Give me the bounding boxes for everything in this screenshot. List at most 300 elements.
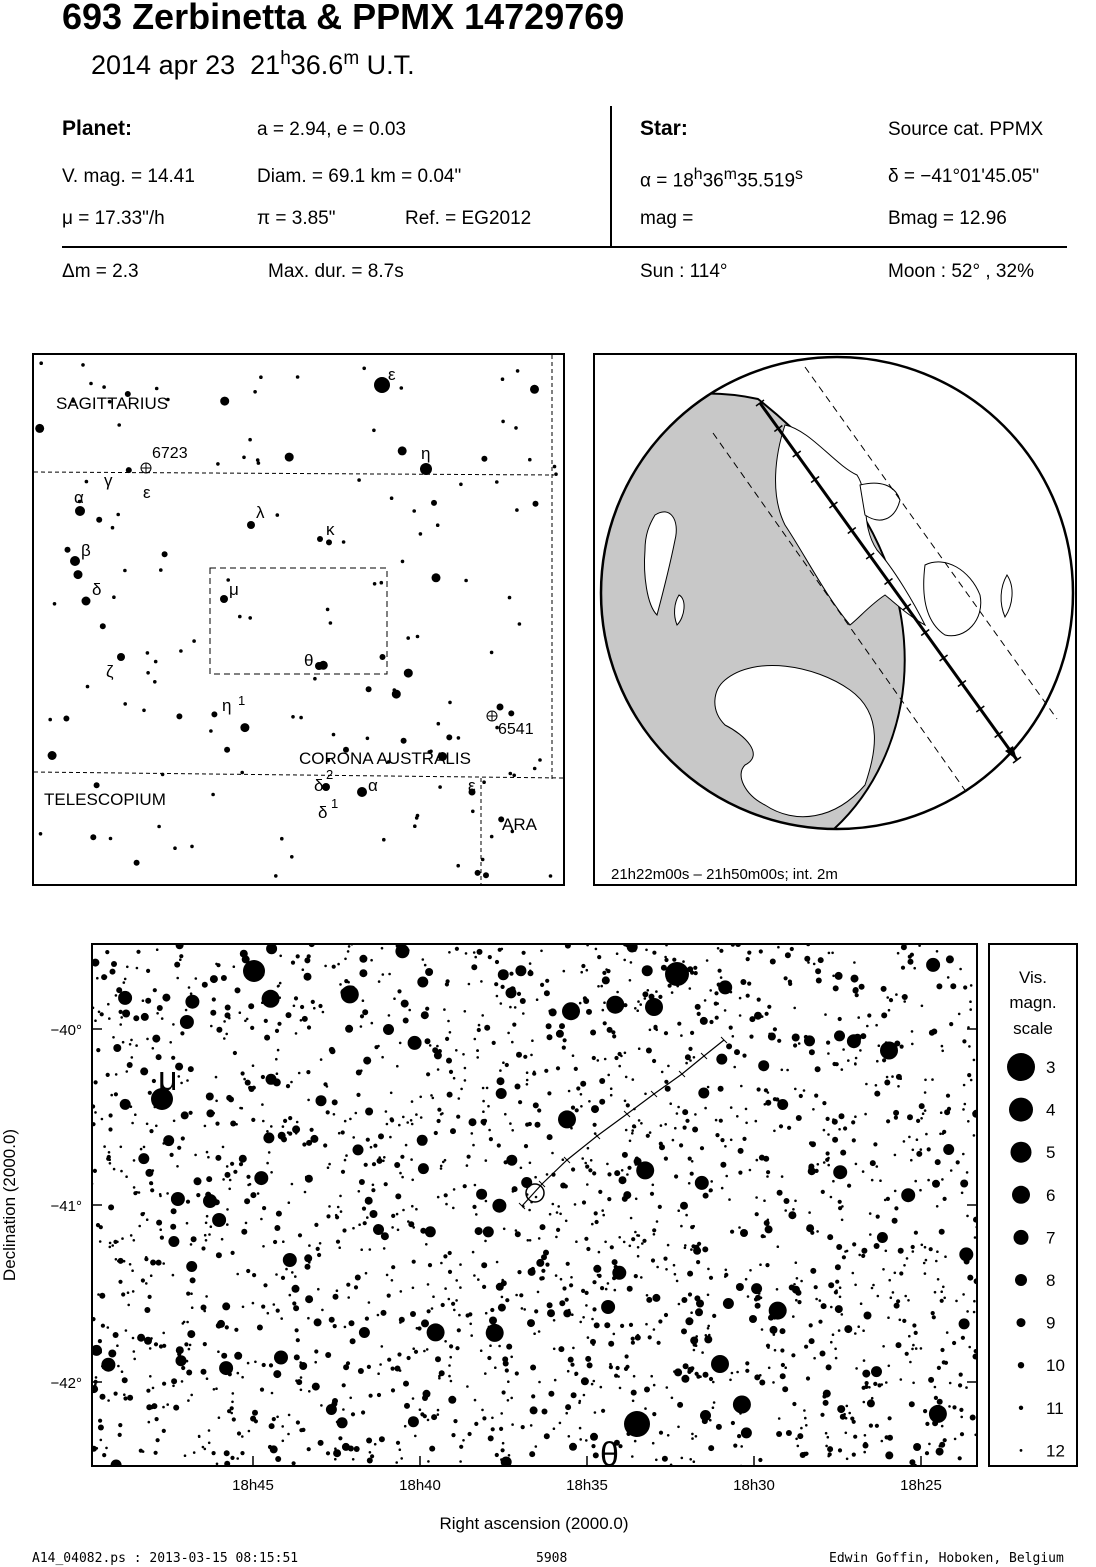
field-star (873, 1382, 877, 1386)
field-star (455, 1299, 458, 1302)
field-star (863, 1443, 869, 1449)
field-star (365, 1108, 373, 1116)
field-star (337, 1206, 340, 1209)
field-star (590, 1159, 593, 1162)
field-star (188, 1066, 194, 1072)
field-star (162, 1406, 165, 1409)
finder-star (471, 810, 475, 814)
finder-star (48, 751, 57, 760)
scale-title: scale (1013, 1019, 1053, 1038)
field-star (359, 1327, 370, 1338)
field-star (336, 1240, 340, 1244)
field-star (882, 1268, 885, 1271)
field-star (674, 1174, 678, 1178)
field-star (408, 1009, 411, 1012)
field-star (501, 1279, 504, 1282)
field-star (952, 1405, 956, 1409)
field-star (101, 974, 107, 980)
finder-star (401, 560, 405, 564)
scale-dot (1018, 1362, 1024, 1368)
field-star (180, 1015, 194, 1029)
field-star (448, 1375, 451, 1378)
field-star (729, 1379, 732, 1382)
field-star (264, 1019, 268, 1023)
field-star (154, 1451, 158, 1455)
field-star (431, 1307, 434, 1310)
field-star (254, 1361, 257, 1364)
field-star (768, 1367, 771, 1370)
field-star (194, 1177, 202, 1185)
field-star (231, 1401, 234, 1404)
field-star (498, 948, 502, 952)
finder-star (256, 458, 260, 462)
field-star (146, 969, 150, 973)
finder-star (48, 718, 52, 722)
finder-star (173, 846, 177, 850)
field-star (865, 1083, 868, 1086)
field-star (767, 1346, 770, 1349)
field-star (645, 1323, 648, 1326)
field-star (152, 1387, 155, 1390)
field-star (597, 985, 600, 988)
field-star (700, 1017, 708, 1025)
field-star (129, 1043, 132, 1046)
finder-star (290, 855, 294, 859)
field-star (462, 1053, 465, 1056)
field-star (163, 1135, 174, 1146)
field-star (677, 1426, 680, 1429)
field-star (522, 951, 526, 955)
field-star (834, 1030, 845, 1041)
field-star (897, 1085, 900, 1088)
field-star (539, 1276, 543, 1280)
field-star (627, 1286, 633, 1292)
finder-star (112, 595, 116, 599)
field-star (903, 1000, 906, 1003)
field-star (410, 1119, 413, 1122)
finder-star (533, 501, 539, 507)
field-star (581, 1377, 589, 1385)
field-star (894, 1206, 898, 1210)
field-star (267, 1312, 270, 1315)
field-star (517, 992, 521, 996)
field-star (225, 1005, 231, 1011)
field-star (568, 1309, 571, 1312)
field-star (785, 952, 791, 958)
field-star (810, 1231, 814, 1235)
ngc-6541-label: 6541 (498, 721, 534, 738)
field-star (219, 1361, 233, 1375)
field-star (804, 1417, 807, 1420)
field-star (555, 1274, 558, 1277)
finder-star (446, 734, 452, 740)
field-star (592, 1171, 596, 1175)
field-star (878, 1044, 881, 1047)
field-star (655, 1459, 658, 1462)
field-star (263, 1283, 267, 1287)
field-star (304, 1254, 312, 1262)
field-star (963, 1084, 966, 1087)
field-star (723, 1298, 734, 1309)
field-star (704, 1335, 712, 1343)
field-star (535, 1196, 538, 1199)
field-star (468, 983, 471, 986)
field-star (459, 1445, 463, 1449)
field-star (588, 1168, 592, 1172)
field-star (111, 1244, 114, 1247)
field-star (689, 1059, 692, 1062)
field-star (749, 1169, 752, 1172)
field-star (546, 1023, 552, 1029)
field-star (755, 1303, 761, 1309)
field-star (360, 1025, 363, 1028)
field-star (864, 1113, 867, 1116)
field-star (141, 1278, 145, 1282)
field-star (138, 1191, 141, 1194)
field-star (593, 1123, 597, 1127)
field-star (270, 1171, 273, 1174)
field-star (190, 1394, 193, 1397)
scale-magnitude-label: 8 (1046, 1271, 1056, 1290)
field-star (237, 1372, 240, 1375)
field-star (425, 1243, 428, 1246)
field-star (693, 1343, 697, 1347)
field-star (814, 1094, 818, 1098)
field-star (257, 1192, 260, 1195)
field-star (356, 1093, 360, 1097)
field-star (777, 1190, 783, 1196)
field-star (481, 1014, 484, 1017)
field-star (156, 1438, 160, 1442)
table-divider-vertical (610, 106, 612, 248)
scale-magnitude-label: 11 (1046, 1398, 1064, 1418)
field-star (312, 1137, 316, 1141)
field-star (581, 1157, 584, 1160)
field-star (798, 1042, 801, 1045)
field-star (501, 1296, 504, 1299)
field-star (246, 1175, 250, 1179)
field-star (569, 1283, 573, 1287)
field-star (820, 1351, 826, 1357)
field-star (823, 1400, 829, 1406)
cluster-symbol-6541 (487, 711, 497, 721)
field-star (582, 1316, 585, 1319)
field-star (152, 1035, 160, 1043)
field-star (963, 985, 967, 989)
field-star (296, 1420, 300, 1424)
finder-star (257, 461, 261, 465)
field-star (764, 1220, 770, 1226)
field-star (822, 1101, 826, 1105)
field-star (249, 1183, 252, 1186)
star-label-mu: μ (158, 1060, 178, 1098)
field-star (602, 1009, 605, 1012)
field-star (466, 1164, 469, 1167)
field-star (606, 1163, 609, 1166)
field-star (109, 1113, 113, 1117)
field-star (239, 1162, 243, 1166)
field-star (745, 1108, 748, 1111)
field-star (379, 1436, 385, 1442)
field-star (496, 1261, 499, 1264)
field-star (484, 1025, 490, 1031)
field-star (693, 966, 697, 970)
field-star (234, 1328, 238, 1332)
field-star (187, 1330, 195, 1338)
field-star (962, 1108, 965, 1111)
field-star (204, 1448, 207, 1451)
field-star (451, 1302, 455, 1306)
field-star (123, 1393, 126, 1396)
event-hour: 21 (250, 50, 281, 80)
island (1001, 575, 1012, 617)
field-star (973, 1217, 979, 1223)
field-star (941, 1178, 944, 1181)
field-star (841, 1313, 844, 1316)
field-star (911, 1245, 915, 1249)
field-star (119, 1010, 123, 1014)
field-star (476, 1056, 479, 1059)
field-star (959, 1247, 973, 1261)
field-star (948, 1405, 951, 1408)
field-star (241, 1229, 247, 1235)
field-star (740, 979, 746, 985)
scale-dot (1007, 1053, 1035, 1081)
field-star (664, 1031, 668, 1035)
field-star (280, 1317, 283, 1320)
field-star (342, 1443, 350, 1451)
field-star (245, 1080, 251, 1086)
field-star (489, 1317, 497, 1325)
field-star (358, 1190, 361, 1193)
field-star (489, 1137, 493, 1141)
field-star (914, 1331, 918, 1335)
field-star (329, 1317, 335, 1323)
field-star (140, 1067, 148, 1075)
field-star (453, 1419, 457, 1423)
field-star (610, 1087, 613, 1090)
field-star (568, 1435, 571, 1438)
field-star (545, 979, 549, 983)
field-star (447, 1020, 450, 1023)
field-star (458, 1314, 461, 1317)
field-star (685, 1119, 689, 1123)
field-star (691, 1433, 694, 1436)
field-star (349, 1118, 352, 1121)
field-star (937, 1399, 943, 1405)
field-star (173, 1405, 179, 1411)
field-star (864, 1312, 872, 1320)
field-star (91, 1317, 95, 1321)
field-star (625, 1354, 629, 1358)
night-side (595, 394, 905, 866)
field-star (108, 1127, 112, 1131)
field-star (796, 1115, 802, 1121)
field-star (803, 1089, 806, 1092)
finder-star (100, 623, 106, 629)
field-star (832, 1119, 838, 1125)
field-star (667, 1434, 670, 1437)
field-star (149, 1347, 152, 1350)
field-star (307, 954, 311, 958)
field-star (453, 1077, 456, 1080)
field-star (404, 1425, 407, 1428)
field-star (502, 1061, 505, 1064)
field-star (742, 1137, 746, 1141)
field-star (169, 1041, 172, 1044)
field-star (729, 1026, 733, 1030)
field-star (372, 1184, 375, 1187)
finder-bright-star (315, 662, 323, 670)
field-star (396, 944, 400, 948)
globe-panel (593, 353, 1077, 886)
field-star (738, 1226, 741, 1229)
finder-star (155, 387, 159, 391)
field-star (582, 1200, 586, 1204)
field-star (652, 1059, 656, 1063)
field-star (515, 965, 526, 976)
field-star (548, 1391, 554, 1397)
field-star (591, 1223, 594, 1226)
field-star (761, 1328, 764, 1331)
finder-star (490, 651, 494, 655)
field-star (827, 1436, 830, 1439)
field-star (670, 1464, 673, 1467)
field-star (707, 1086, 710, 1089)
field-star (186, 1200, 190, 1204)
field-star (338, 1132, 341, 1135)
field-star (817, 1163, 820, 1166)
field-star (590, 1030, 596, 1036)
field-star (905, 1352, 909, 1356)
field-star (294, 1354, 300, 1360)
field-star (319, 1242, 322, 1245)
field-star (100, 1394, 106, 1400)
field-star (618, 1065, 621, 1068)
field-star (236, 1457, 239, 1460)
field-star (425, 968, 433, 976)
field-star (764, 1088, 768, 1092)
field-star (186, 1079, 189, 1082)
field-star (681, 1375, 689, 1383)
field-star (674, 1273, 677, 1276)
field-star (895, 993, 898, 996)
finder-star (398, 446, 407, 455)
finder-star (296, 375, 300, 379)
event-minute: 36.6 (290, 50, 344, 80)
field-star (370, 1454, 374, 1458)
field-star (894, 1190, 897, 1193)
field-star (931, 1029, 937, 1035)
field-star (638, 1047, 641, 1050)
field-star (612, 1276, 616, 1280)
field-star (559, 1300, 565, 1306)
field-star (533, 1332, 536, 1335)
field-star (573, 1008, 577, 1012)
field-star (632, 1400, 635, 1403)
field-star (108, 1017, 111, 1020)
field-star (877, 1232, 888, 1243)
field-star (221, 975, 227, 981)
field-star (426, 1348, 429, 1351)
field-star (427, 1460, 430, 1463)
field-star (203, 1310, 206, 1313)
field-star (275, 1456, 281, 1462)
field-star (925, 1422, 929, 1426)
field-star (383, 1247, 386, 1250)
field-star (230, 1162, 234, 1166)
star-ra-s: s (795, 166, 803, 183)
field-star (733, 1066, 736, 1069)
field-star (745, 1278, 748, 1281)
field-star (844, 1250, 847, 1253)
field-star (770, 1326, 778, 1334)
field-star (818, 957, 824, 963)
field-star (688, 1321, 691, 1324)
field-star (276, 1309, 280, 1313)
field-star (569, 1443, 577, 1451)
field-star (365, 1272, 368, 1275)
field-star (195, 977, 198, 980)
field-star (176, 1165, 179, 1168)
field-star (629, 1245, 632, 1248)
field-star (606, 969, 610, 973)
field-star (448, 1270, 452, 1274)
field-star (716, 1424, 722, 1430)
field-star (189, 1111, 193, 1115)
field-star (556, 1030, 564, 1038)
field-star (852, 1242, 856, 1246)
field-star (932, 1420, 938, 1426)
greek-superscript: 1 (331, 796, 339, 811)
field-star (140, 1148, 143, 1151)
finder-star (436, 523, 440, 527)
field-star (216, 1463, 219, 1466)
field-star (841, 1068, 844, 1071)
field-star (459, 1263, 462, 1266)
field-star (892, 1291, 895, 1294)
field-star (918, 944, 921, 947)
field-star (517, 1270, 521, 1274)
field-star (520, 998, 526, 1004)
field-star (338, 1246, 341, 1249)
field-star (637, 1246, 640, 1249)
field-star (500, 1458, 503, 1461)
field-star (469, 1118, 477, 1126)
field-star (838, 1329, 841, 1332)
field-star (536, 998, 539, 1001)
field-star (889, 998, 893, 1002)
planet-orbit: a = 2.94, e = 0.03 (257, 119, 406, 140)
field-star (838, 1017, 842, 1021)
field-star (490, 1308, 494, 1312)
field-star (664, 1123, 667, 1126)
field-star (635, 1198, 638, 1201)
field-star (558, 1346, 564, 1352)
field-star (908, 959, 914, 965)
field-star (566, 1262, 570, 1266)
star-ra-prefix: α = 18 (640, 170, 694, 192)
field-star (824, 1013, 827, 1016)
field-star (444, 1287, 447, 1290)
field-star (457, 1328, 461, 1332)
field-star (483, 1226, 494, 1237)
field-star (326, 1214, 330, 1218)
field-star (286, 1084, 290, 1088)
field-star (498, 1345, 501, 1348)
field-star (399, 1317, 405, 1323)
field-star (688, 1182, 691, 1185)
